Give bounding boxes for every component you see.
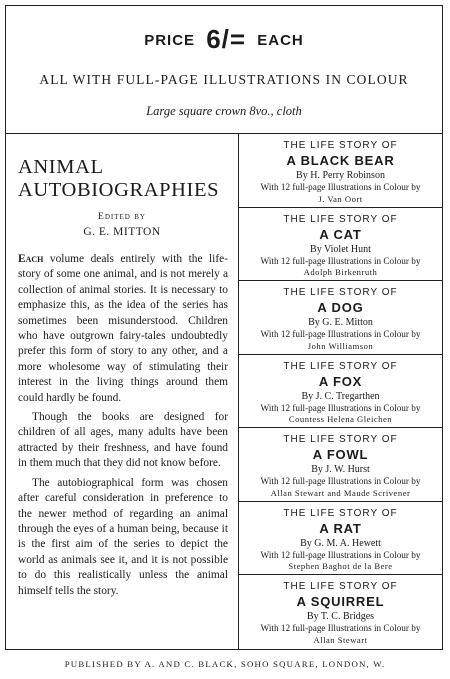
book-artist: Adolph Birkenruth: [303, 267, 378, 277]
book-title: A RAT: [319, 520, 362, 536]
paragraph-lead: Each: [18, 253, 44, 265]
price-line: [6, 24, 442, 55]
book-tag: THE LIFE STORY OF: [283, 140, 398, 151]
format-line: Large square crown 8vo., cloth: [146, 104, 302, 118]
price-suffix: EACH: [257, 32, 304, 49]
publisher-footer: PUBLISHED BY A. AND C. BLACK, SOHO SQUARE, LONDON, W.: [64, 659, 386, 669]
book-illustrations: With 12 full-page Illustrations in Colour by: [260, 549, 421, 560]
book-title: A BLACK BEAR: [286, 153, 395, 168]
series-title: [18, 156, 219, 202]
price-value: 6/=: [206, 24, 247, 54]
book-tag: THE LIFE STORY OF: [283, 581, 398, 592]
advertisement-frame: [5, 5, 443, 650]
book-artist: Allan Stewart and Maude Scrivener: [270, 487, 411, 498]
book-artist: John Williamson: [307, 340, 374, 351]
edited-by-label: Edited by: [98, 212, 146, 222]
book-artist: Countess Helena Gleichen: [288, 414, 393, 424]
description-body: [18, 252, 228, 603]
book-entry-dog: [239, 281, 442, 355]
book-tag: THE LIFE STORY OF: [283, 287, 398, 298]
book-illustrations: With 12 full-page Illustrations in Colour by: [260, 623, 421, 633]
book-entry-cat: [239, 208, 442, 282]
book-tag: THE LIFE STORY OF: [283, 213, 398, 225]
book-author: By T. C. Bridges: [306, 611, 375, 622]
book-entry-squirrel: [239, 575, 442, 649]
book-entry-black-bear: [239, 134, 442, 208]
book-illustrations: With 12 full-page Illustrations in Colour by: [260, 255, 421, 266]
illustrations-subhead: ALL WITH FULL-PAGE ILLUSTRATIONS IN COLOUR: [39, 72, 409, 87]
price-header: [6, 6, 442, 134]
book-list: [239, 134, 442, 649]
book-author: By Violet Hunt: [310, 243, 371, 255]
paragraph-2: Though the books are designed for children of all ages, many adults have been attracted by their freshness, and have found in them much that they did not know before.: [18, 411, 228, 470]
paragraph-1: [18, 252, 228, 406]
book-illustrations: With 12 full-page Illustrations in Colour by: [260, 329, 421, 339]
price-label: PRICE: [144, 32, 196, 49]
book-entry-fowl: [239, 428, 442, 502]
book-title: A SQUIRREL: [296, 594, 385, 609]
book-author: By G. M. A. Hewett: [300, 537, 381, 549]
book-title: A DOG: [317, 300, 364, 315]
book-artist: J. Van Oort: [318, 193, 363, 204]
book-author: By H. Perry Robinson: [296, 170, 385, 181]
book-tag: THE LIFE STORY OF: [283, 507, 398, 519]
book-illustrations: With 12 full-page Illustrations in Colour by: [260, 182, 421, 192]
book-artist: Allan Stewart: [313, 634, 368, 645]
book-title: A FOX: [318, 373, 363, 389]
series-title-line1: ANIMAL: [18, 156, 104, 178]
paragraph-3: The autobiographical form was chosen after careful consideration in preference to the newer method of regarding an animal through the eyes of a human being, because it is the first aim of the series to depict the world as animals see it, and it is not possible to do this realistically unless the animal himself tells the story.: [18, 476, 228, 597]
book-author: By G. E. Mitton: [308, 317, 373, 328]
book-illustrations: With 12 full-page Illustrations in Colour by: [260, 476, 421, 486]
book-artist: Stephen Baghot de la Bere: [288, 561, 393, 571]
book-author: By J. W. Hurst: [311, 464, 370, 475]
book-tag: THE LIFE STORY OF: [283, 360, 398, 372]
paragraph-text: volume deals entirely with the life-story of some one animal, and is not merely a collection of animal stories. It is necessary to emphasize this, as the idea of the series has sometimes been misunderstood. Children who have outgrown fairy-tales undoubtedly prefer this form of story to any other, and a more wholesome way of stimulating their interest in the living things around them could hardly be found.: [18, 253, 228, 404]
series-description: [6, 134, 239, 649]
book-entry-fox: [239, 355, 442, 429]
book-tag: THE LIFE STORY OF: [283, 434, 398, 445]
book-title: A CAT: [319, 226, 362, 242]
editor-name: G. E. MITTON: [83, 226, 161, 238]
book-entry-rat: [239, 502, 442, 576]
book-title: A FOWL: [312, 447, 369, 462]
series-title-line2: AUTOBIOGRAPHIES: [18, 179, 220, 201]
book-illustrations: With 12 full-page Illustrations in Colour by: [260, 402, 421, 413]
book-author: By J. C. Tregarthen: [301, 390, 380, 402]
